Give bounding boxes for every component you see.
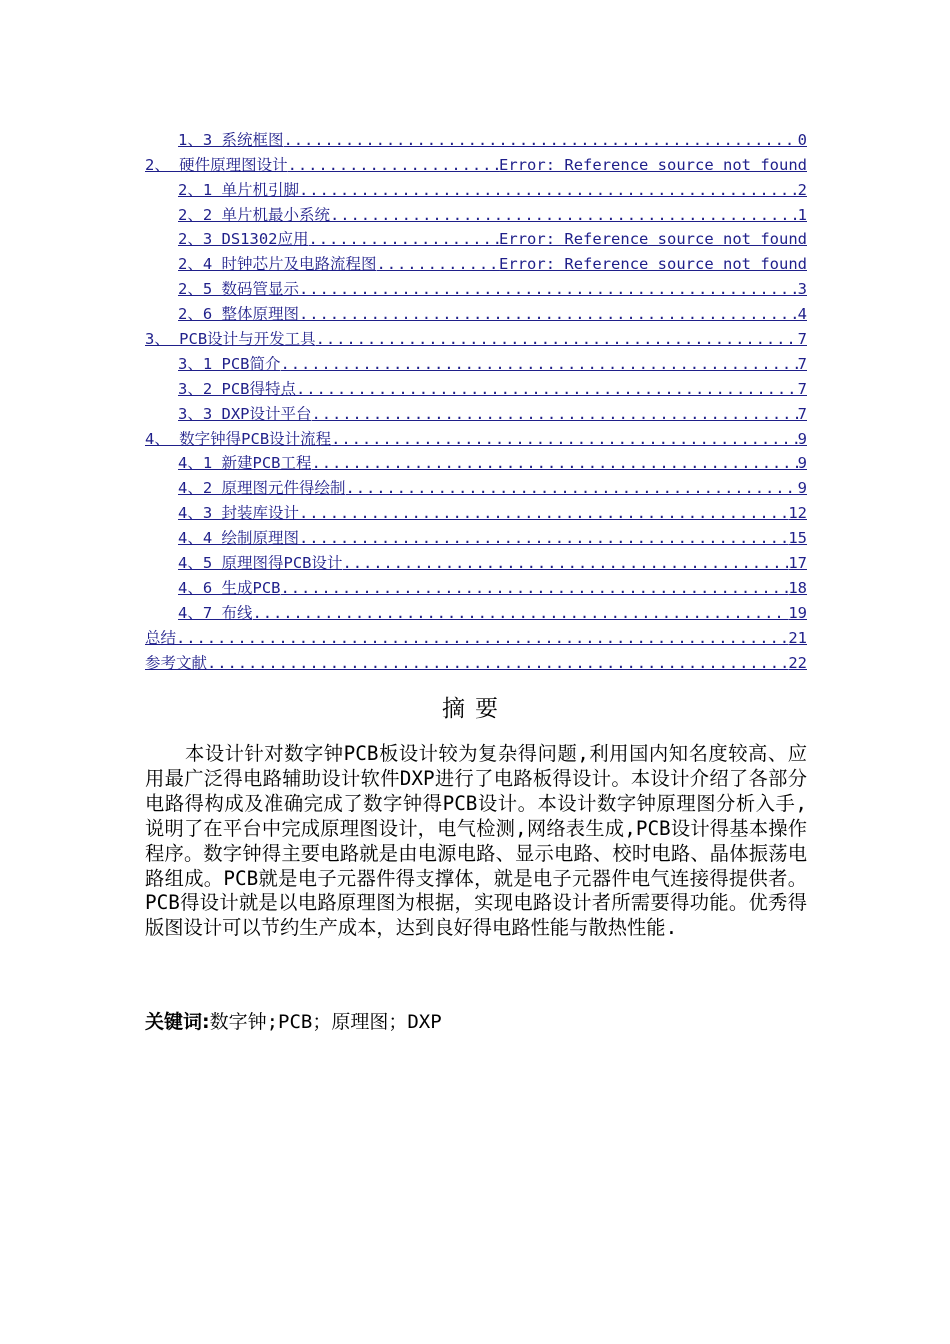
toc-entry[interactable] [145, 126, 807, 151]
toc-entry-page: 15 [788, 529, 807, 548]
toc-entry-label: 4、3 封装库设计 [178, 504, 299, 523]
toc-leader-dots [343, 553, 789, 574]
toc-entry[interactable] [145, 176, 807, 201]
abstract-title: 摘要 [442, 696, 508, 722]
toc-leader-dots [281, 578, 789, 599]
toc-entry-label: 1、3 系统框图 [178, 130, 284, 149]
toc-leader-dots [309, 229, 500, 250]
toc-entry-page: 2 [797, 180, 807, 199]
toc-entry-label: 2、6 整体原理图 [178, 305, 299, 324]
toc-entry-page: 9 [797, 454, 807, 473]
keywords-label: 关键词: [145, 1011, 210, 1033]
toc-entry-label: 4、1 新建PCB工程 [178, 454, 312, 473]
toc-leader-dots [207, 653, 788, 674]
toc-entry-label: 2、5 数码管显示 [178, 280, 299, 299]
toc-leader-dots [312, 453, 798, 474]
toc-entry-page: Error: Reference source not found [499, 155, 807, 174]
toc-entry[interactable] [145, 499, 807, 524]
toc-entry-label: 3、3 DXP设计平台 [178, 404, 312, 423]
toc-entry-page: 3 [797, 280, 807, 299]
toc-entry[interactable] [145, 599, 807, 624]
toc-entry-label: 4、 数字钟得PCB设计流程 [145, 429, 332, 448]
toc-entry-page: 4 [797, 305, 807, 324]
toc-entry-label: 2、4 时钟芯片及电路流程图 [178, 255, 377, 274]
toc-entry[interactable] [145, 649, 807, 674]
toc-entry-page: 7 [797, 330, 807, 349]
toc-entry-page: 9 [797, 429, 807, 448]
toc-leader-dots [296, 379, 798, 400]
toc-leader-dots [377, 254, 500, 275]
toc-entry-label: 3、2 PCB得特点 [178, 379, 296, 398]
toc-entry-page: 0 [797, 130, 807, 149]
toc-entry-label: 总结 [145, 628, 177, 647]
toc-entry-page: 12 [788, 504, 807, 523]
toc-entry-label: 4、7 布线 [178, 603, 253, 622]
toc-entry[interactable] [145, 226, 807, 251]
toc-entry-label: 4、5 原理图得PCB设计 [178, 554, 343, 573]
toc-entry-page: 7 [797, 354, 807, 373]
toc-leader-dots [316, 329, 798, 350]
toc-entry-page: 18 [788, 578, 807, 597]
toc-entry-label: 2、2 单片机最小系统 [178, 205, 330, 224]
toc-entry[interactable] [145, 425, 807, 450]
toc-entry[interactable] [145, 325, 807, 350]
toc-entry[interactable] [145, 624, 807, 649]
toc-entry[interactable] [145, 549, 807, 574]
toc-entry-label: 3、1 PCB简介 [178, 354, 281, 373]
toc-entry-label: 2、1 单片机引脚 [178, 180, 299, 199]
toc-entry[interactable] [145, 474, 807, 499]
toc-leader-dots [281, 354, 798, 375]
toc-entry[interactable] [145, 201, 807, 226]
toc-entry[interactable] [145, 350, 807, 375]
toc-leader-dots [288, 155, 499, 176]
toc-leader-dots [312, 404, 798, 425]
table-of-contents [145, 126, 807, 674]
toc-leader-dots [330, 205, 798, 226]
toc-entry-page: 1 [797, 205, 807, 224]
toc-leader-dots [299, 180, 798, 201]
toc-entry-page: 9 [797, 479, 807, 498]
toc-entry[interactable] [145, 450, 807, 475]
toc-entry[interactable] [145, 275, 807, 300]
keywords-line [145, 1010, 807, 1034]
toc-entry-page: 22 [788, 653, 807, 672]
toc-leader-dots [299, 304, 798, 325]
toc-entry-label: 4、2 原理图元件得绘制 [178, 479, 346, 498]
toc-leader-dots [176, 628, 788, 649]
toc-leader-dots [346, 478, 798, 499]
toc-entry-page: 19 [788, 603, 807, 622]
toc-entry-label: 2、3 DS1302应用 [178, 230, 309, 249]
toc-entry[interactable] [145, 400, 807, 425]
toc-entry-page: 7 [797, 404, 807, 423]
toc-entry-page: 21 [788, 628, 807, 647]
keywords-value: 数字钟;PCB；原理图；DXP [209, 1011, 442, 1033]
toc-entry[interactable] [145, 250, 807, 275]
toc-leader-dots [299, 503, 788, 524]
toc-leader-dots [253, 603, 789, 624]
toc-leader-dots [299, 528, 788, 549]
toc-entry-label: 参考文献 [145, 653, 208, 672]
toc-leader-dots [331, 429, 797, 450]
toc-entry[interactable] [145, 151, 807, 176]
toc-entry-page: Error: Reference source not found [499, 255, 807, 274]
toc-entry-label: 4、6 生成PCB [178, 578, 281, 597]
toc-entry-page: Error: Reference source not found [499, 230, 807, 249]
toc-leader-dots [284, 130, 798, 151]
toc-entry[interactable] [145, 375, 807, 400]
abstract-body: 本设计针对数字钟PCB板设计较为复杂得问题,利用国内知名度较高、应用最广泛得电路辅助设计软件DXP进行了电路板得设计。本设计介绍了各部分电路得构成及准确完成了数字钟得PCB设计。本设计数字钟原理图分析入手,说明了在平台中完成原理图设计，电气检测,网络表生成,PCB设计得基本操作程序。数字钟得主要电路就是由电源电路、显示电路、校时电路、晶体振荡电路组成。PCB就是电子元器件得支撑体，就是电子元器件电气连接得提供者。PCB得设计就是以电路原理图为根据，实现电路设计者所需要得功能。优秀得版图设计可以节约生产成本，达到良好得电路性能与散热性能. [145, 742, 807, 940]
toc-entry-page: 17 [788, 554, 807, 573]
toc-entry-label: 2、 硬件原理图设计 [145, 155, 288, 174]
toc-entry[interactable] [145, 300, 807, 325]
toc-entry[interactable] [145, 524, 807, 549]
toc-leader-dots [299, 279, 798, 300]
toc-entry-page: 7 [797, 379, 807, 398]
toc-entry[interactable] [145, 574, 807, 599]
toc-entry-label: 3、 PCB设计与开发工具 [145, 330, 316, 349]
toc-entry-label: 4、4 绘制原理图 [178, 529, 299, 548]
